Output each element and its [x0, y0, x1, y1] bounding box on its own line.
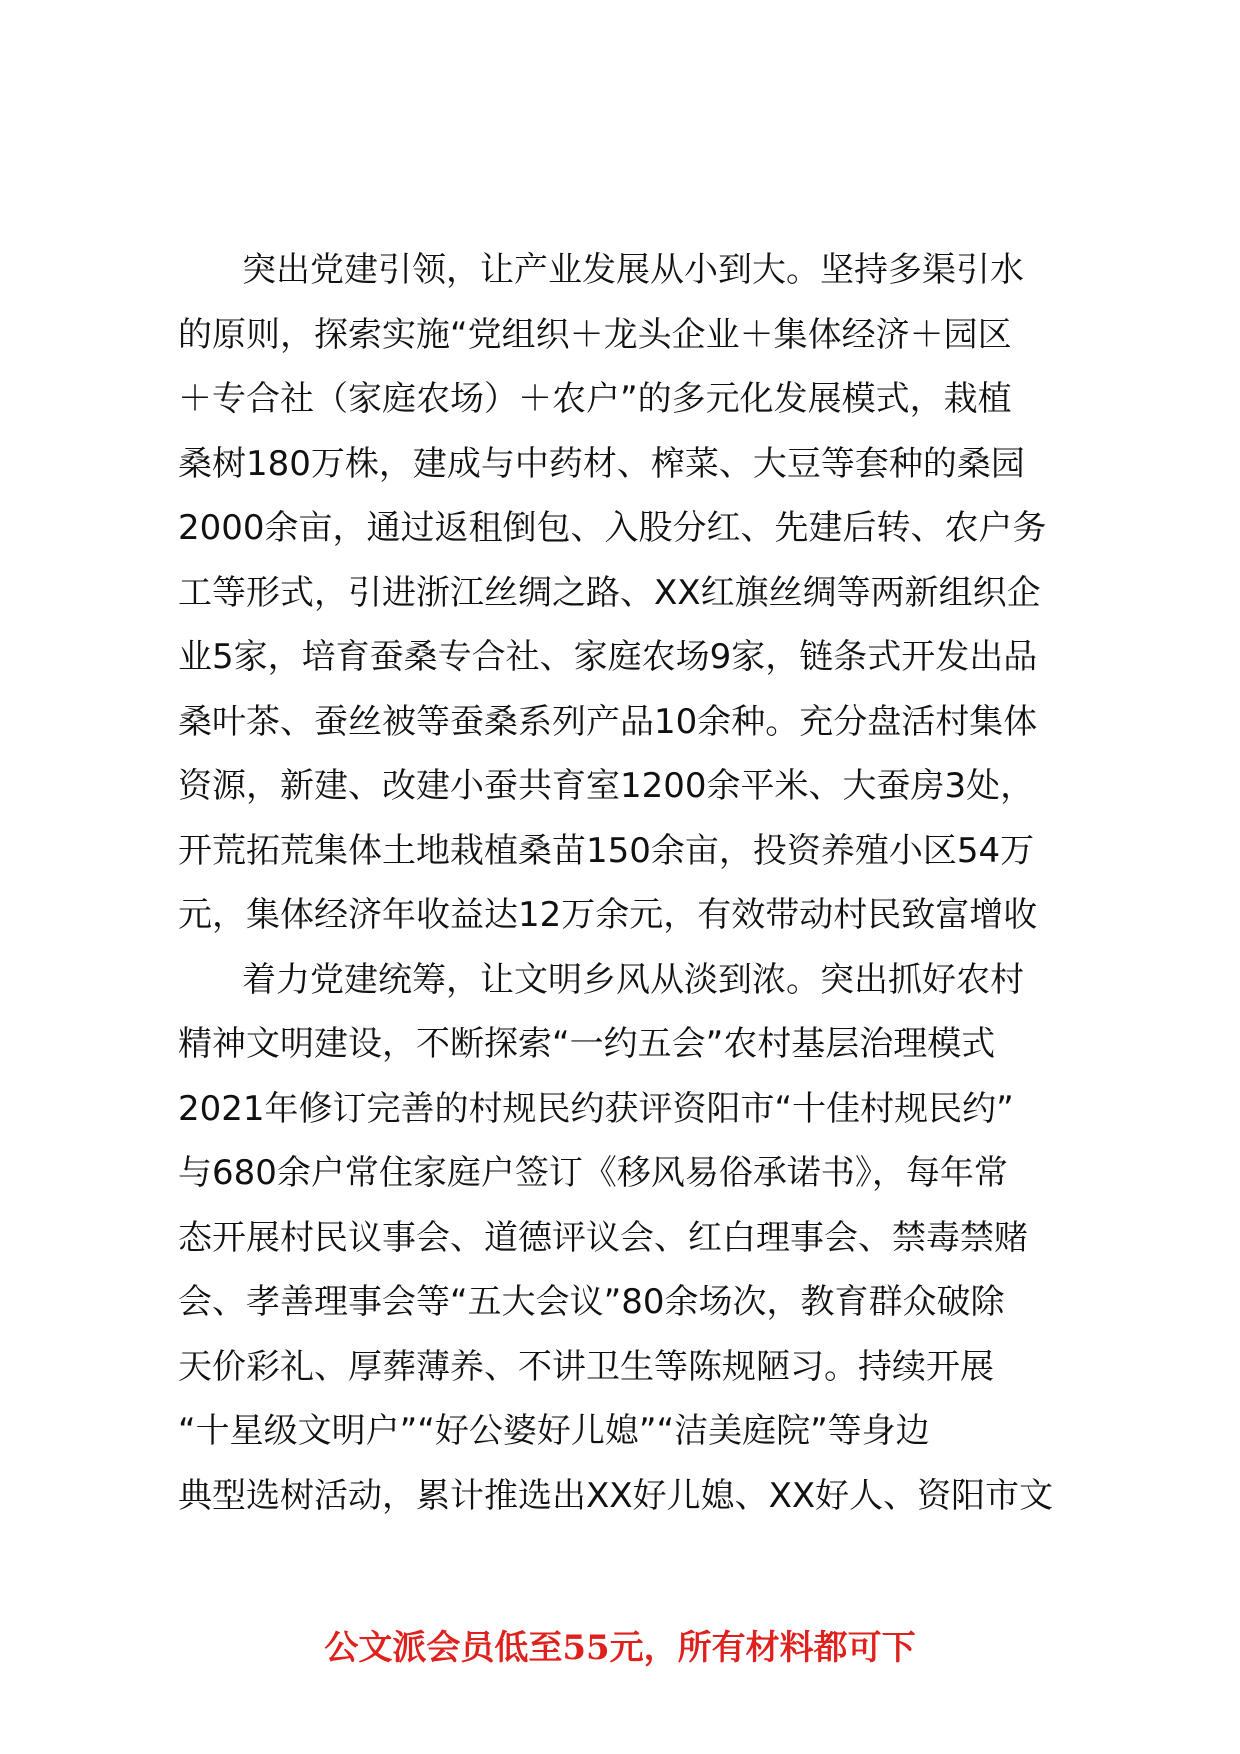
paragraph-civilization [178, 948, 1108, 1529]
paragraph-line: 态开展村民议事会、道德评议会、红白理事会、禁毒禁赌 [178, 1217, 1028, 1258]
paragraph-line: 与680余户常住家庭户签订《移风易俗承诺书》，每年常 [178, 1153, 1008, 1193]
paragraph-line: 开荒拓荒集体土地栽植桑苗150余亩，投资养殖小区54万 [178, 830, 1035, 871]
paragraph-line: 突出党建引领，让产业发展从小到大。坚持多渠引水 [242, 250, 1024, 290]
paragraph-line: 桑树180万株，建成与中药材、榨菜、大豆等套种的桑园 [178, 443, 1025, 484]
promo-footer-text: 公文派会员低至55元，所有材料都可下 [324, 1628, 916, 1668]
paragraph-line: 天价彩礼、厚葬薄养、不讲卫生等陈规陋习。持续开展 [178, 1346, 994, 1387]
paragraph-line: 2021年修订完善的村规民约获评资阳市“十佳村规民约” [178, 1088, 1014, 1129]
paragraph-line: 业5家，培育蚕桑专合社、家庭农场9家，链条式开发出品 [178, 637, 1038, 677]
paragraph-line: 元，集体经济年收益达12万余元，有效带动村民致富增收 [178, 895, 1038, 935]
paragraph-industry [178, 238, 1108, 948]
paragraph-line: 2000余亩，通过返租倒包、入股分红、先建后转、农户务 [178, 508, 1047, 548]
paragraph-line: 资源，新建、改建小蚕共育室1200余平米、大蚕房3处， [178, 766, 1035, 806]
paragraph-line: ＋专合社（家庭农场）＋农户”的多元化发展模式，栽植 [178, 379, 1012, 419]
paragraph-line: 精神文明建设，不断探索“一约五会”农村基层治理模式 [178, 1024, 996, 1064]
paragraph-line: 着力党建统筹，让文明乡风从淡到浓。突出抓好农村 [242, 959, 1024, 1000]
paragraph-line: 会、孝善理事会等“五大会议”80余场次，教育群众破除 [178, 1282, 1005, 1322]
paragraph-line: 典型选树活动，累计推选出XX好儿媳、XX好人、资阳市文 [178, 1475, 1054, 1516]
paragraph-line: 工等形式，引进浙江丝绸之路、XX红旗丝绸等两新组织企 [178, 572, 1041, 613]
paragraph-line: 桑叶茶、蚕丝被等蚕桑系列产品10余种。充分盘活村集体 [178, 701, 1038, 742]
body-text [178, 238, 1108, 1528]
paragraph-line: 的原则，探索实施“党组织＋龙头企业＋集体经济＋园区 [178, 314, 1012, 355]
paragraph-line: “十星级文明户”“好公婆好儿媳”“洁美庭院”等身边 [178, 1411, 930, 1451]
